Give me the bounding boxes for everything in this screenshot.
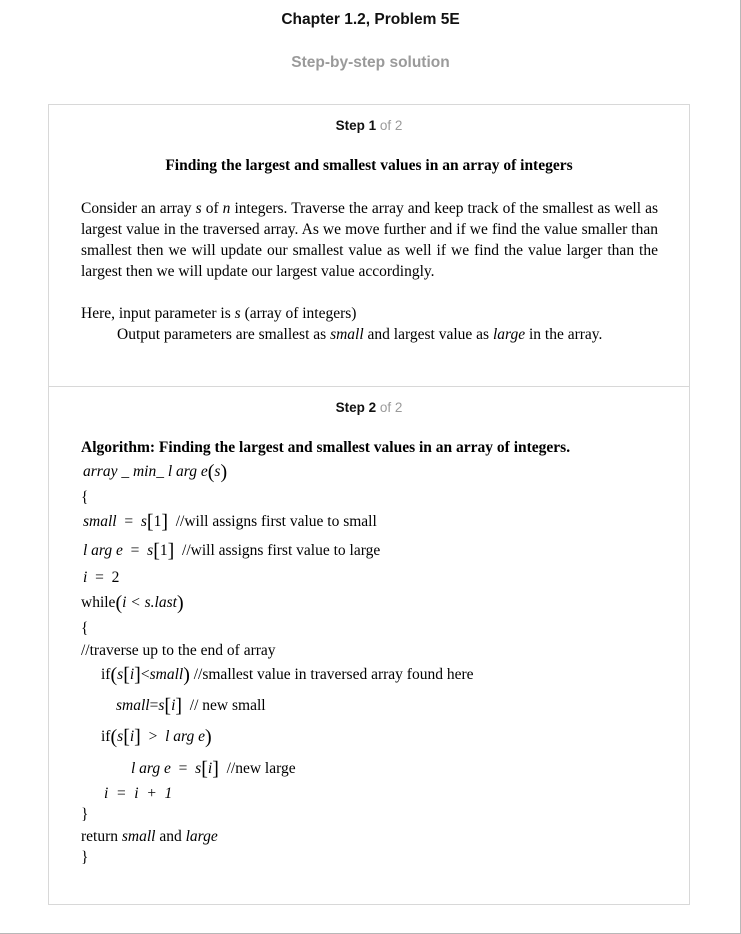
step1-input-line: Here, input parameter is s (array of integers)	[81, 305, 357, 322]
algo-func-signature: array _ min_ l arg e(s)	[83, 461, 228, 483]
algo-return: return small and large	[81, 828, 218, 845]
step1-of-label: of 2	[379, 118, 403, 133]
algo-open-brace: {	[81, 489, 89, 506]
algo-i-init: i = 2	[83, 569, 120, 586]
chapter-title: Chapter 1.2, Problem 5E	[281, 11, 460, 28]
step1-header	[49, 118, 689, 133]
step2-of-label: of 2	[379, 400, 403, 415]
algo-new-large: l arg e = s[i] //new large	[131, 758, 296, 780]
algorithm-title: Algorithm: Finding the largest and smallest values in an array of integers.	[81, 439, 571, 456]
step-divider	[49, 386, 689, 387]
step1-output-line: Output parameters are smallest as small and largest value as large in the array.	[117, 326, 603, 343]
algo-large-assign: l arg e = s[1] //will assigns first value to large	[83, 540, 381, 562]
algo-while: while(i < s.last)	[81, 592, 184, 614]
step2-label: Step 2	[335, 400, 377, 415]
algo-if-large: if(s[i] > l arg e)	[101, 726, 212, 748]
algo-close-brace: }	[81, 806, 89, 823]
solution-subtitle: Step-by-step solution	[291, 54, 450, 71]
algo-traverse-comment: //traverse up to the end of array	[81, 642, 276, 659]
algo-small-assign: small = s[1] //will assigns first value to small	[83, 511, 377, 533]
step1-paragraph: Consider an array s of n integers. Traverse the array and keep track of the smallest as well as largest value in the traversed array. As we move further and if we find the value smaller than smallest then we will update our smallest value as well if we find the value larger than the largest then we will update our largest value accordingly.	[81, 200, 658, 280]
solution-card	[48, 104, 690, 905]
algo-new-small: small=s[i] // new small	[116, 695, 266, 717]
algo-increment: i = i + 1	[104, 785, 173, 802]
step1-label: Step 1	[335, 118, 377, 133]
step1-title: Finding the largest and smallest values in an array of integers	[165, 157, 573, 174]
algo-if-small: if(s[i]<small) //smallest value in traversed array found here	[101, 664, 474, 686]
step2-header	[49, 400, 689, 415]
algo-open-brace-2: {	[81, 620, 89, 637]
algo-close-brace-2: }	[81, 849, 89, 866]
